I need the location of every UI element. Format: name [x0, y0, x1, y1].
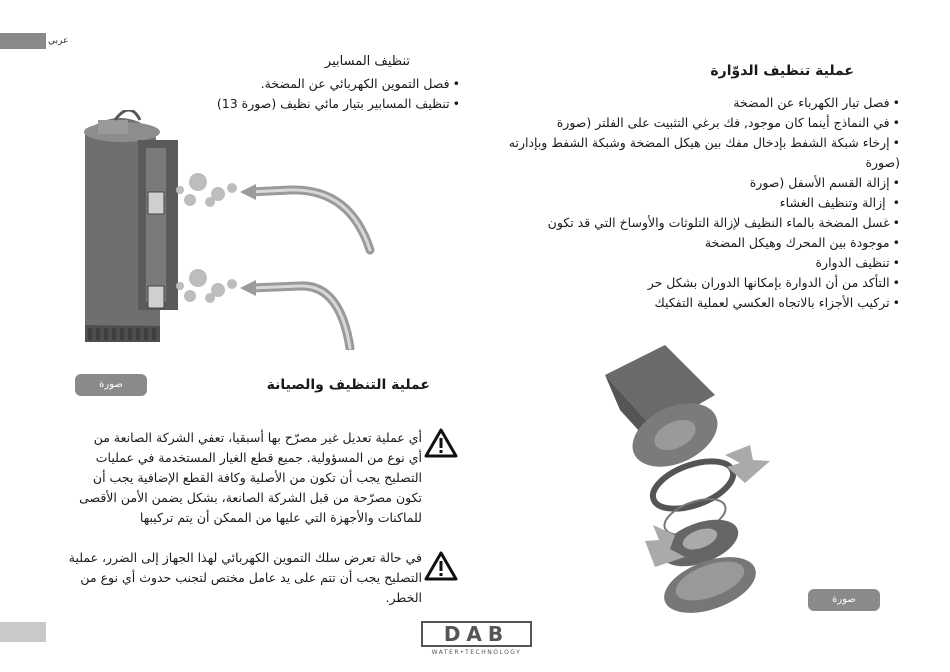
list-item: • إزالة وتنظيف الغشاء [500, 193, 900, 213]
list-item: • إرخاء شبكة الشفط بإدخال مفك بين هيكل المضخة وشبكة الشفط وبإدارته (صورة [500, 133, 900, 173]
maintenance-heading: عملية التنظيف والصيانة [266, 377, 430, 393]
list-item: • غسل المضخة بالماء النظيف لإزالة التلوثات والأوساخ التي قد تكون [500, 213, 900, 233]
figure-badge-left: صورة [75, 374, 147, 396]
warning-icon [424, 551, 458, 581]
list-item: • إزالة القسم الأسفل (صورة [500, 173, 900, 193]
warning-line: في حالة تعرض سلك التموين الكهربائي لهذا الجهاز إلى الضرر، عملية [68, 550, 422, 565]
warning-text-2 [50, 548, 422, 608]
list-item: • في النماذج أينما كان موجود, فك برغي التثبيت على الفلتر (صورة [500, 113, 900, 133]
warning-line: التصليح يجب أن تكون من الأصلية وكافة القطع الإضافية يجب أن [92, 470, 422, 485]
sensor-cleaning-title: تنظيف المسابير [324, 54, 410, 69]
list-item: • التأكد من أن الدوارة بإمكانها الدوران بشكل حر [500, 273, 900, 293]
warning-line: التصليح يجب أن تتم على يد عامل مختص لتجنب حدوث أي نوع من [80, 570, 422, 585]
warning-line: الخطر. [385, 590, 422, 605]
float-track [146, 148, 166, 302]
sensor-lower [148, 286, 164, 308]
pump-exploded-illustration [575, 335, 795, 620]
list-item: • موجودة بين المحرك وهيكل المضخة [500, 233, 900, 253]
hose-upper [250, 190, 370, 250]
base-grille [88, 328, 156, 340]
hose-lower [250, 286, 350, 348]
list-item: • فصل التموين الكهربائي عن المضخة. [180, 74, 460, 94]
list-item: • تنظيف المسابير بتيار مائي نظيف (صورة 13) [180, 94, 460, 114]
hose-upper-nozzle [240, 184, 256, 200]
page-tab-marker [0, 622, 46, 642]
list-item: • تنظيف الدوارة [500, 253, 900, 273]
warning-line: للماكنات والأجهزة التي عليها من الممكن أن يتم تركيبها [139, 510, 422, 525]
list-item: • تركيب الأجزاء بالاتجاه العكسي لعملية التفكيك [500, 293, 900, 313]
warning-line: تكون مصرّحة من قبل الشركة الصانعة، بشكل يضمن الأمن الأقصى [79, 490, 422, 505]
warning-line: أي نوع من المسؤولية. جميع قطع الغيار المستخدمة في عمليات [95, 450, 422, 465]
figure-badge-right: صورة [808, 589, 880, 611]
sensor-cleaning-list [180, 74, 460, 114]
warning-icon [424, 428, 458, 458]
water-jet-upper [176, 173, 237, 207]
impeller-cleaning-heading: عملية تنظيف الدوّارة [710, 63, 854, 79]
sensor-upper [148, 192, 164, 214]
logo-main-text: DAB [421, 621, 532, 647]
warning-text-1 [50, 428, 422, 528]
dab-logo [421, 621, 532, 657]
hose-lower-nozzle [240, 280, 256, 296]
list-item: • فصل تيار الكهرباء عن المضخة [500, 93, 900, 113]
pump-sensor-cleaning-illustration [60, 110, 400, 350]
language-tab-marker [0, 33, 46, 49]
logo-sub-text: WATER•TECHNOLOGY [431, 649, 522, 656]
water-jet-lower [176, 269, 237, 303]
pump-outlet [98, 120, 128, 134]
warning-line: أي عملية تعديل غير مصرّح بها أسبقيا، تعفي الشركة الصانعة من [93, 430, 422, 445]
impeller-cleaning-list [500, 93, 900, 313]
language-label: عربي [48, 36, 69, 46]
